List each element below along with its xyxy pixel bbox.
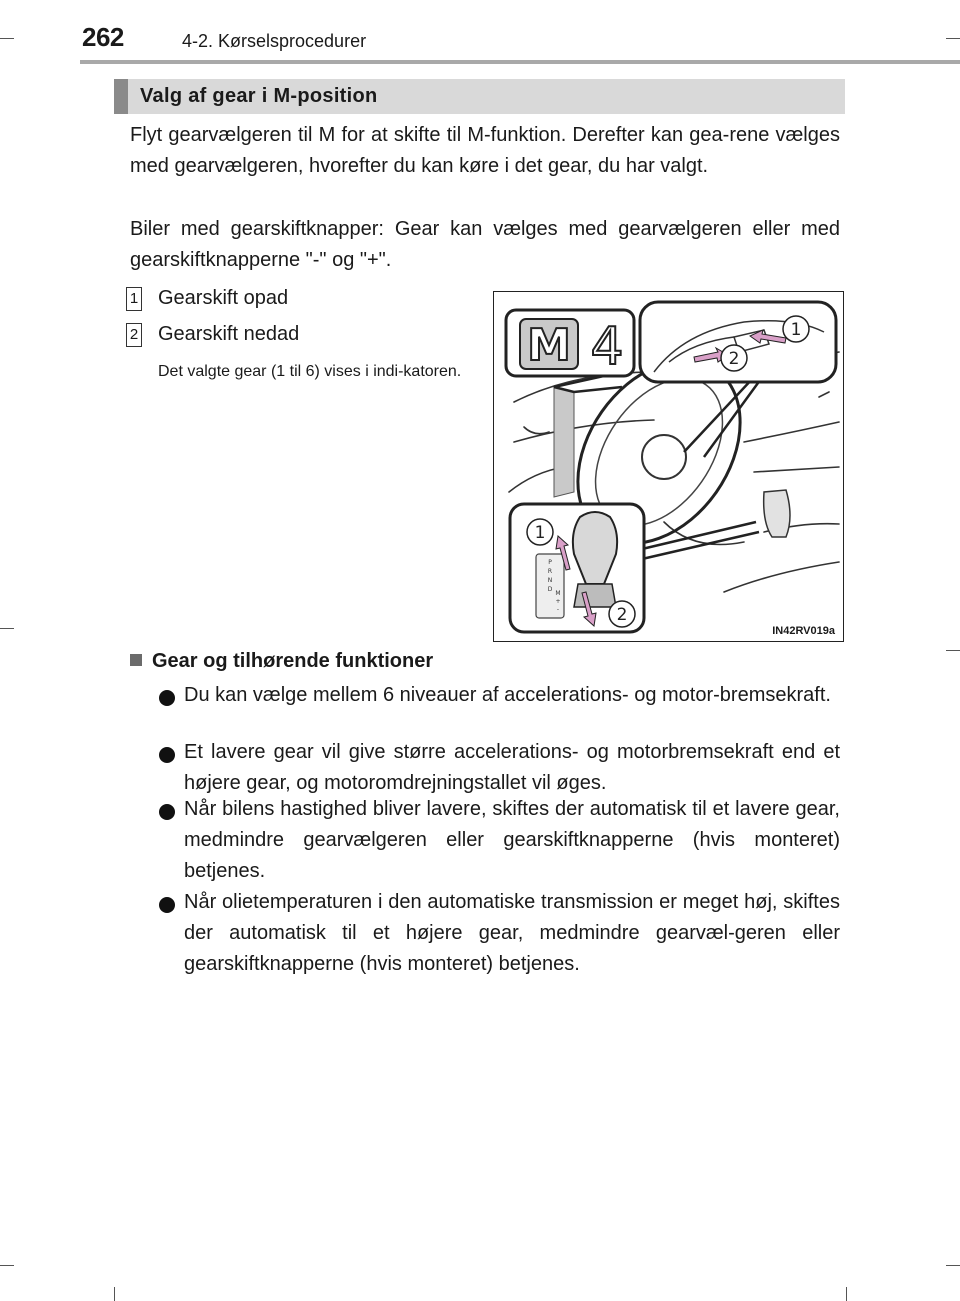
sub-section-heading-text: Gear og tilhørende funktioner [152, 650, 434, 672]
item-label: Gearskift nedad [158, 323, 300, 345]
section-title: 4-2. Kørselsprocedurer [182, 31, 367, 51]
crop-mark [0, 628, 14, 629]
crop-mark [946, 38, 960, 39]
item-label: Gearskift opad [158, 287, 289, 309]
crop-mark [0, 38, 14, 39]
shift-mark: R [547, 568, 553, 575]
crop-mark [946, 650, 960, 651]
header-rule [80, 60, 960, 64]
callout-number: 2 [728, 349, 740, 369]
bullet-icon [159, 804, 175, 820]
shift-mark: D [547, 586, 553, 593]
shift-mark: + [555, 598, 561, 605]
bullet-text: Når bilens hastighed bliver lavere, skiftes der automatisk til et lavere gear, medmindre gearvælgeren eller gearskiftknapperne (hvis monteret) betjenes. [184, 798, 840, 882]
crop-mark [0, 1265, 14, 1266]
paragraph: Biler med gearskiftknapper: Gear kan vælges med gearvælgeren eller med gearskiftknapperne "-" og "+". [130, 218, 840, 271]
gear-boot [574, 584, 616, 607]
crop-mark [114, 1287, 115, 1301]
topic-title: Valg af gear i M-position [140, 85, 378, 107]
bullet-text: Når olietemperaturen i den automatiske transmission er meget høj, skiftes der automatisk til et højere gear, medmindre gearvæl-geren eller gearskiftknapperne (hvis monteret) betjenes. [184, 891, 840, 975]
shift-mark: - [556, 606, 560, 613]
shift-mark: P [548, 559, 552, 566]
cockpit-drawing [494, 292, 844, 642]
shifter-pointer [642, 522, 759, 559]
bullet-icon [159, 897, 175, 913]
steering-hub [642, 435, 686, 479]
crop-mark [846, 1287, 847, 1301]
page-number: 262 [82, 22, 124, 52]
callout-number: 1 [534, 523, 546, 543]
crop-mark [946, 1265, 960, 1266]
note-text: Det valgte gear (1 til 6) vises i indi-katoren. [158, 363, 462, 380]
gear-lever-small [764, 490, 790, 537]
figure-code: IN42RV019a [772, 625, 835, 637]
shift-mark: N [547, 577, 553, 584]
paragraph: Flyt gearvælgeren til M for at skifte til M-funktion. Derefter kan gea-rene vælges med gearvælgeren, hvorefter du kan køre i det gear, du har valgt. [130, 124, 840, 177]
paddle-pointer [684, 372, 766, 457]
indicator-mode-letter: M [527, 320, 571, 371]
square-bullet-icon [130, 654, 142, 666]
shift-mark: M [555, 590, 561, 597]
bullet-text: Du kan vælge mellem 6 niveauer af accelerations- og motor-bremsekraft. [184, 684, 831, 706]
item-number-badge: 2 [126, 323, 142, 347]
bullet-icon [159, 690, 175, 706]
sub-section-heading [130, 650, 433, 673]
bullet-icon [159, 747, 175, 763]
callout-number: 1 [790, 320, 802, 340]
item-number-badge: 1 [126, 287, 142, 311]
gear-shift-illustration [493, 291, 844, 642]
topic-title-bar [114, 79, 845, 114]
indicator-gear-number: 4 [590, 317, 624, 377]
instrument-panel [554, 387, 574, 497]
callout-number: 2 [616, 605, 628, 625]
bullet-text: Et lavere gear vil give større accelerations- og motorbremsekraft end et højere gear, og motoromdrejningstallet vil øges. [184, 741, 840, 794]
